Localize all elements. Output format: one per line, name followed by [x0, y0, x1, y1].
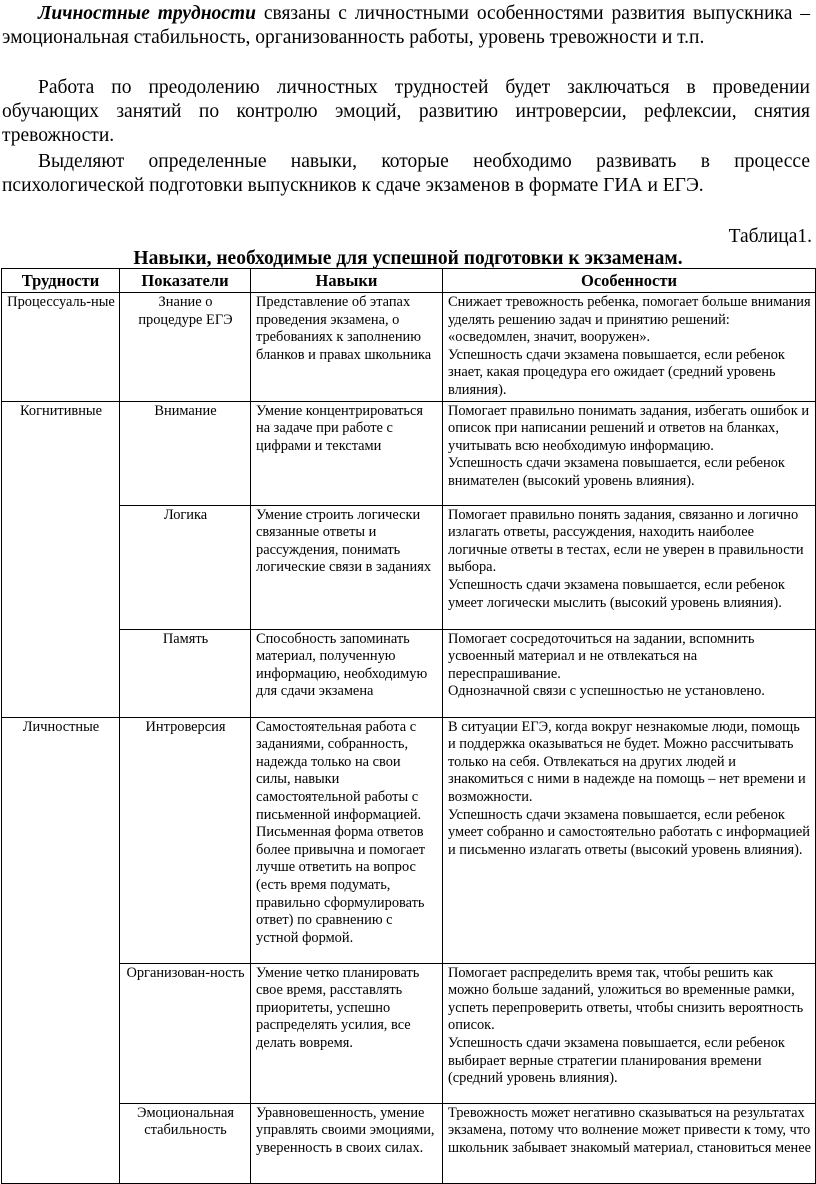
- skill-cell: Умение строить логически связанные ответы и рассуждения, понимать логические связи в заданиях: [251, 505, 443, 629]
- paragraph-skills-intro: [2, 150, 810, 198]
- indicator-cell: Логика: [120, 505, 251, 629]
- indicator-cell: Организован-ность: [120, 963, 251, 1103]
- paragraph-text: Работа по преодолению личностных трудностей будет заключаться в проведении обучающих занятий по контролю эмоций, развитию интроверсии, рефлексии, снятия тревожности.: [2, 77, 810, 146]
- indicator-cell: Эмоциональная стабильность: [120, 1103, 251, 1183]
- paragraph-text: Выделяют определенные навыки, которые необходимо развивать в процессе психологической подготовки выпускников к сдаче экзаменов в формате ГИА и ЕГЭ.: [2, 151, 810, 196]
- column-header: Навыки: [251, 269, 443, 293]
- skill-cell: Самостоятельная работа с заданиями, собранность, надежда только на свои силы, навыки самостоятельной работы с письменной информацией. Письменная форма ответов более привычна и помогает лучше ответить на вопрос (есть время подумать, правильно сформулировать ответ) по сравнению с устной формой.: [251, 717, 443, 963]
- feature-text: В ситуации ЕГЭ, когда вокруг незнакомые люди, помощь и поддержка оказываться не будет. Можно рассчитывать только на себя. Отвлекаться на других людей и знакомиться с ними в надежде на помощь – нет времени и возможности.: [448, 718, 806, 805]
- table-row: [2, 1103, 816, 1183]
- paragraph-work-plan: [2, 76, 810, 148]
- difficulty-cell: Когнитивные: [2, 401, 120, 717]
- paragraph-lead: Личностные трудности: [38, 3, 256, 24]
- table-row: [2, 717, 816, 963]
- indicator-cell: Интроверсия: [120, 717, 251, 963]
- table-row: [2, 963, 816, 1103]
- table-row: [2, 505, 816, 629]
- table-reference: Таблица1.: [728, 226, 812, 247]
- column-header: Трудности: [2, 269, 120, 293]
- feature-cell: [443, 963, 816, 1103]
- column-header: Особенности: [443, 269, 816, 293]
- skill-cell: Представление об этапах проведения экзамена, о требованиях к заполнению бланков и правах школьника: [251, 293, 443, 402]
- feature-cell: [443, 293, 816, 402]
- table-title: Навыки, необходимые для успешной подготовки к экзаменам.: [133, 248, 683, 269]
- skill-cell: Способность запоминать материал, полученную информацию, необходимую для сдачи экзамена: [251, 629, 443, 717]
- effect-text: Успешность сдачи экзамена повышается, если ребенок умеет логически мыслить (высокий уровень влияния).: [448, 576, 785, 611]
- skill-cell: Умение концентрироваться на задаче при работе с цифрами и текстами: [251, 401, 443, 505]
- effect-text: Успешность сдачи экзамена повышается, если ребенок умеет собранно и самостоятельно работать с информацией и письменно излагать ответы (высокий уровень влияния).: [448, 806, 810, 858]
- feature-text: Помогает распределить время так, чтобы решить как можно больше заданий, уложиться во временные рамки, успеть перепроверить ответы, чтобы снизить вероятность описок.: [448, 964, 804, 1034]
- feature-text: Помогает сосредоточиться на задании, вспомнить усвоенный материал и не отвлекаться на переспрашивание.: [448, 630, 755, 682]
- feature-text: Снижает тревожность ребенка, помогает больше внимания уделять решению задач и принятию решений: «осведомлен, значит, вооружен».: [448, 294, 811, 346]
- difficulty-cell: Процессуаль-ные: [2, 293, 120, 402]
- feature-cell: [443, 401, 816, 505]
- effect-text: Успешность сдачи экзамена повышается, если ребенок выбирает верные стратегии планирования времени (средний уровень влияния).: [448, 1034, 785, 1087]
- indicator-cell: Знание о процедуре ЕГЭ: [120, 293, 251, 402]
- table-row: [2, 401, 816, 505]
- paragraph-text: связаны с личностными особенностями развития выпускника – эмоциональная стабильность, организованность работы, уровень тревожности и т.п.: [2, 3, 811, 48]
- feature-text: Тревожность может негативно сказываться на результатах экзамена, потому что волнение может привести к тому, что школьник забывает знакомый материал, становиться менее: [448, 1104, 811, 1156]
- feature-text: Помогает правильно понимать задания, избегать ошибок и описок при написании решений и ответов на бланках, учитывать всю необходимую информацию.: [448, 402, 810, 454]
- effect-text: Однозначной связи с успешностью не установлено.: [448, 683, 765, 700]
- effect-text: Успешность сдачи экзамена повышается, если ребенок знает, какая процедура его ожидает (средний уровень влияния).: [448, 346, 785, 398]
- column-header: Показатели: [120, 269, 251, 293]
- effect-text: Успешность сдачи экзамена повышается, если ребенок внимателен (высокий уровень влияния).: [448, 455, 785, 489]
- paragraph-personal-difficulties: [2, 2, 810, 50]
- skills-table: [1, 268, 816, 1184]
- indicator-cell: Внимание: [120, 401, 251, 505]
- feature-cell: [443, 1103, 816, 1183]
- feature-text: Помогает правильно понять задания, связанно и логично излагать ответы, рассуждения, находить наиболее логичные ответы в тестах, если не уверен в правильности выбора.: [448, 506, 804, 576]
- skill-cell: Уравновешенность, умение управлять своими эмоциями, уверенность в своих силах.: [251, 1103, 443, 1183]
- difficulty-cell: Личностные: [2, 717, 120, 1183]
- table-header-row: [2, 269, 816, 293]
- feature-cell: [443, 505, 816, 629]
- table-row: [2, 629, 816, 717]
- feature-cell: [443, 629, 816, 717]
- feature-cell: [443, 717, 816, 963]
- skill-cell: Умение четко планировать свое время, расставлять приоритеты, успешно распределять усилия, все делать вовремя.: [251, 963, 443, 1103]
- indicator-cell: Память: [120, 629, 251, 717]
- table-row: [2, 293, 816, 402]
